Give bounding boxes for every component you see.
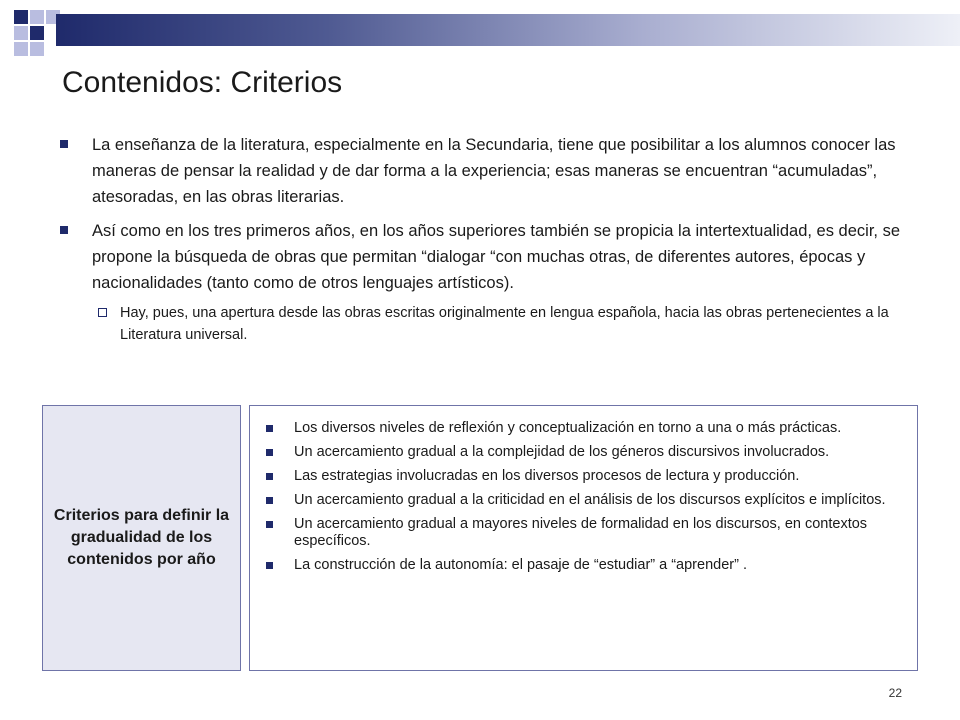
square-bullet-icon	[266, 497, 273, 504]
hollow-square-bullet-icon	[98, 308, 107, 317]
square-bullet-icon	[266, 449, 273, 456]
corner-square-decoration	[30, 10, 44, 24]
square-bullet-icon	[60, 226, 68, 234]
page-number: 22	[888, 686, 902, 700]
criteria-label: Criterios para definir la gradualidad de los contenidos por año	[53, 507, 230, 568]
list-item	[260, 516, 907, 550]
corner-square-decoration	[30, 42, 44, 56]
criteria-item-text: La construcción de la autonomía: el pasaje de “estudiar” a “aprender” .	[294, 557, 747, 573]
sub-bullet-list	[92, 302, 908, 346]
corner-square-decoration	[14, 42, 28, 56]
square-bullet-icon	[60, 140, 68, 148]
corner-square-decoration	[14, 26, 28, 40]
sub-bullet-text: Hay, pues, una apertura desde las obras escritas originalmente en lengua española, hacia las obras pertenecientes a la Literatura universal.	[120, 305, 889, 343]
criteria-item-text: Las estrategias involucradas en los diversos procesos de lectura y producción.	[294, 468, 800, 484]
square-bullet-icon	[266, 521, 273, 528]
list-item	[260, 444, 907, 461]
square-bullet-icon	[266, 562, 273, 569]
criteria-label-box	[42, 405, 241, 671]
list-item	[260, 557, 907, 574]
square-bullet-icon	[266, 425, 273, 432]
criteria-item-text: Un acercamiento gradual a la complejidad de los géneros discursivos involucrados.	[294, 444, 830, 460]
bullet-text: Así como en los tres primeros años, en los años superiores también se propicia la intertextualidad, es decir, se propone la búsqueda de obras que permitan “dialogar “con muchas otras, de diferentes autores, épocas y nacionalidades (tanto como de otros lenguajes artísticos).	[92, 222, 900, 292]
corner-square-decoration	[30, 26, 44, 40]
bullet-text: La enseñanza de la literatura, especialmente en la Secundaria, tiene que posibilitar a los alumnos conocer las maneras de pensar la realidad y de dar forma a la experiencia; esas maneras se encuentran “acumuladas”, atesoradas, en las obras literarias.	[92, 136, 896, 206]
list-item	[260, 420, 907, 437]
corner-square-decoration	[14, 10, 28, 24]
criteria-item-text: Un acercamiento gradual a mayores niveles de formalidad en los discursos, en contextos específicos.	[294, 516, 868, 549]
square-bullet-icon	[266, 473, 273, 480]
list-item	[260, 468, 907, 485]
criteria-list	[260, 420, 907, 574]
criteria-item-text: Un acercamiento gradual a la criticidad en el análisis de los discursos explícitos e implícitos.	[294, 492, 886, 508]
header-gradient-bar	[56, 14, 960, 46]
criteria-list-box	[249, 405, 918, 671]
slide-title: Contenidos: Criterios	[62, 66, 343, 99]
main-bullet-list	[56, 132, 908, 354]
list-item	[92, 302, 908, 346]
criteria-item-text: Los diversos niveles de reflexión y conceptualización en torno a una o más prácticas.	[294, 420, 842, 436]
list-item	[260, 492, 907, 509]
list-item	[56, 132, 908, 210]
list-item	[56, 218, 908, 346]
